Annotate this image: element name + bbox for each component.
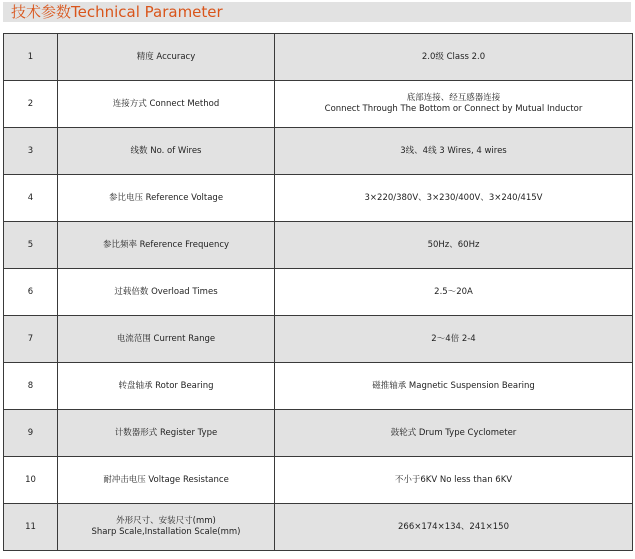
parameter-table (3, 33, 633, 551)
parameter-value-line: 不小于6KV No less than 6KV (394, 474, 513, 485)
parameter-value-line: 266×174×134、241×150 (398, 521, 509, 532)
parameter-name (58, 81, 275, 128)
parameter-name-line: 参比频率 Reference Frequency (102, 239, 230, 250)
parameter-name (58, 222, 275, 269)
table-row (4, 316, 633, 363)
row-number: 9 (4, 410, 58, 457)
parameter-name-line: 连接方式 Connect Method (112, 98, 220, 109)
parameter-value (275, 34, 633, 81)
parameter-value (275, 222, 633, 269)
parameter-value-line: 底部连接、经互感器连接 (406, 93, 501, 103)
parameter-name (58, 410, 275, 457)
row-number: 7 (4, 316, 58, 363)
parameter-name (58, 128, 275, 175)
parameter-value-line: 3线、4线 3 Wires, 4 wires (400, 145, 507, 156)
parameter-name (58, 316, 275, 363)
parameter-value (275, 410, 633, 457)
table-row (4, 363, 633, 410)
title-bar (3, 2, 631, 22)
row-number: 6 (4, 269, 58, 316)
row-number: 5 (4, 222, 58, 269)
parameter-name-line: 精度 Accuracy (136, 51, 196, 62)
table-row (4, 128, 633, 175)
parameter-value (275, 269, 633, 316)
parameter-value (275, 504, 633, 551)
parameter-name-line: Sharp Scale,Installation Scale(mm) (91, 527, 241, 537)
row-number: 10 (4, 457, 58, 504)
row-number: 4 (4, 175, 58, 222)
table-row (4, 175, 633, 222)
table-row (4, 34, 633, 81)
parameter-value (275, 457, 633, 504)
parameter-name (58, 363, 275, 410)
parameter-value-line: 磁推轴承 Magnetic Suspension Bearing (372, 380, 535, 391)
parameter-name (58, 504, 275, 551)
row-number: 1 (4, 34, 58, 81)
parameter-value (275, 363, 633, 410)
parameter-name-line: 参比电压 Reference Voltage (108, 192, 224, 203)
parameter-name (58, 175, 275, 222)
parameter-value-line: Connect Through The Bottom or Connect by Mutual Inductor (324, 104, 583, 114)
parameter-value-line: 2.5～20A (434, 286, 473, 297)
parameter-value (275, 175, 633, 222)
parameter-name (58, 269, 275, 316)
row-number: 2 (4, 81, 58, 128)
table-row (4, 410, 633, 457)
parameter-value-line: 2～4倍 2-4 (431, 333, 476, 344)
table-row (4, 269, 633, 316)
parameter-name (58, 34, 275, 81)
parameter-value-line: 3×220/380V、3×230/400V、3×240/415V (364, 192, 543, 203)
parameter-name-line: 耐冲击电压 Voltage Resistance (103, 474, 229, 485)
parameter-name-line: 电流范围 Current Range (116, 333, 216, 344)
table-row (4, 81, 633, 128)
page-title: 技术参数Technical Parameter (11, 3, 223, 21)
parameter-value (275, 316, 633, 363)
parameter-name (58, 457, 275, 504)
parameter-value-line: 50Hz、60Hz (427, 239, 480, 250)
row-number: 11 (4, 504, 58, 551)
parameter-name-line: 线数 No. of Wires (130, 145, 202, 156)
table-row (4, 457, 633, 504)
parameter-value (275, 128, 633, 175)
row-number: 3 (4, 128, 58, 175)
parameter-value-line: 鼓轮式 Drum Type Cyclometer (390, 427, 517, 438)
table-row (4, 504, 633, 551)
parameter-value (275, 81, 633, 128)
parameter-name-line: 转盘轴承 Rotor Bearing (118, 380, 214, 391)
parameter-name-line: 过载倍数 Overload Times (114, 286, 218, 297)
parameter-name-line: 计数器形式 Register Type (114, 427, 218, 438)
row-number: 8 (4, 363, 58, 410)
parameter-value-line: 2.0级 Class 2.0 (421, 51, 486, 62)
parameter-name-line: 外形尺寸、安装尺寸(mm) (116, 516, 216, 526)
table-row (4, 222, 633, 269)
